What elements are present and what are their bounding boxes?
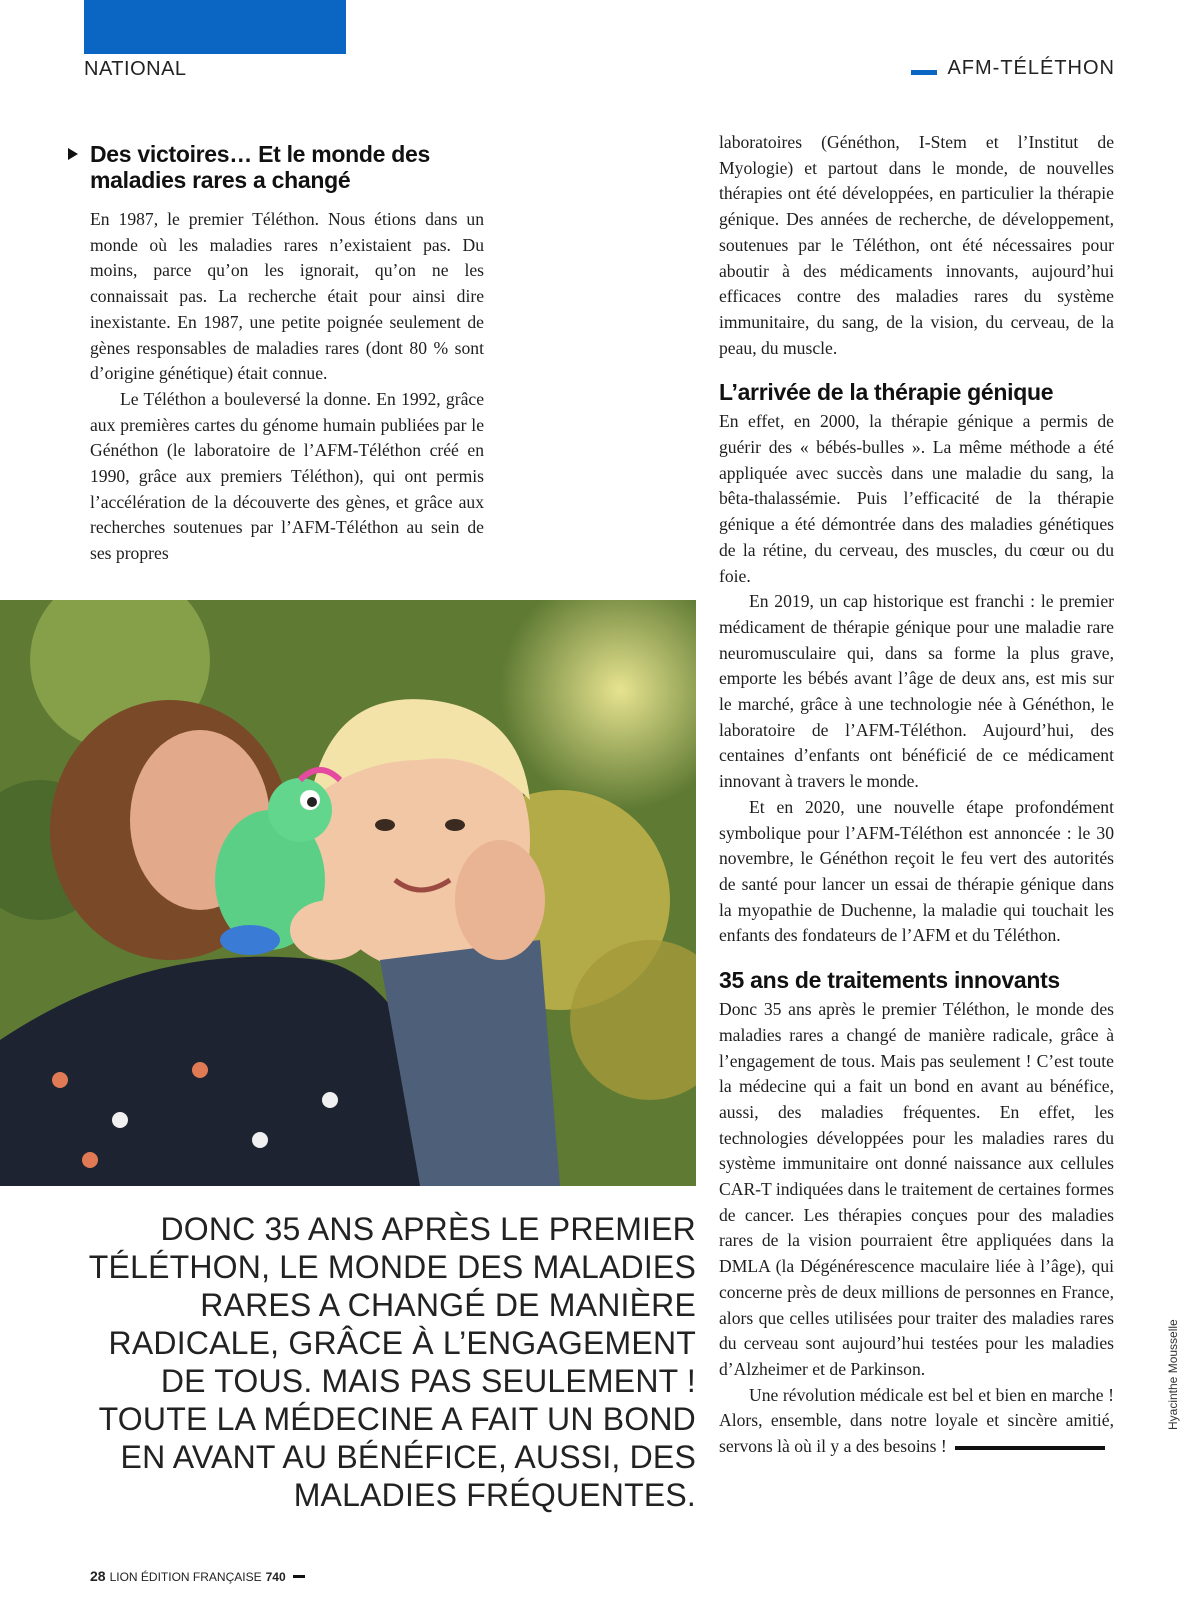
paragraph: Et en 2020, une nouvelle étape profondément symbolique pour l’AFM-Téléthon est annoncée : le 30 novembre, le Généthon reçoit le feu vert des autorités de santé pour lancer un essai de thérapie génique dans la myopathie de Duchenne, la maladie qui touchait les enfants des fondateurs de l’AFM et du Téléthon. xyxy=(719,796,1114,946)
top-color-bar xyxy=(84,0,346,54)
photo-illustration xyxy=(0,600,696,1186)
photo-mother-and-child xyxy=(0,600,696,1186)
article-column-right xyxy=(719,130,1114,1460)
pull-quote: DONC 35 ANS APRÈS LE PREMIER TÉLÉTHON, LE MONDE DES MALADIES RARES A CHANGÉ DE MANIÈRE RADICALE, GRÂCE À L’ENGAGEMENT DE TOUS. MAIS PAS SEULEMENT ! TOUTE LA MÉDECINE A FAIT UN BOND EN AVANT AU BÉNÉFICE, AUSSI, DES MALADIES FRÉQUENTES. xyxy=(88,1211,696,1513)
paragraph: En 1987, le premier Téléthon. Nous étions dans un monde où les maladies rares n’existaient pas. Du moins, parce qu’on les ignorait, qu’on ne les connaissait pas. La recherche était pour ainsi dire inexistante. En 1987, une petite poignée seulement de gènes responsables de maladies rares (dont 80 % sont d’origine génétique) était connue. xyxy=(90,209,484,384)
paragraph: laboratoires (Généthon, I-Stem et l’Institut de Myologie) et partout dans le monde, de nouvelles thérapies ont été développées, en particulier la thérapie génique. Des années de recherche, de développement, soutenues par le Téléthon, ont été nécessaires pour aboutir à des médicaments innovants, aujourd’hui efficaces contre des maladies rares du système immunitaire, du sang, de la vision, du cerveau, de la peau, du muscle. xyxy=(719,132,1114,358)
section-label: NATIONAL xyxy=(84,58,187,80)
triangle-arrow-icon xyxy=(68,148,78,160)
paragraph: Donc 35 ans après le premier Téléthon, le monde des maladies rares a changé de manière radicale, grâce à l’engagement de tous. Mais pas seulement ! C’est toute la médecine qui a fait un bond en avant au bénéfice, aussi, des maladies fréquentes. En effet, les technologies développées pour les maladies rares du système immunitaire ont donné naissance aux cellules CAR-T indiquées dans le traitement de certaines formes de cancer. Les thérapies conçues pour des maladies rares de la vision pourraient être appliquées dans la DMLA (la Dégénérescence maculaire liée à l’âge), qui concerne près de deux millions de personnes en France, alors que celles utilisées pour traiter des maladies rares du cerveau sont aujourd’hui testées pour les maladies d’Alzheimer et de Parkinson. xyxy=(719,999,1114,1379)
page-number: 28 xyxy=(90,1568,106,1584)
closing-text: Une révolution médicale est bel et bien en marche ! Alors, ensemble, dans notre loyale et sincère amitié, servons là où il y a des besoins ! xyxy=(719,1384,1114,1457)
publication-name: LION ÉDITION FRANÇAISE xyxy=(109,1570,262,1584)
photo-credit: Hyacinthe Mousselle xyxy=(1166,1319,1180,1430)
end-of-article-rule xyxy=(955,1446,1105,1450)
heading-victoires: Des victoires… Et le monde des maladies rares a changé xyxy=(90,141,430,193)
rubric-label: AFM-TÉLÉTHON xyxy=(947,57,1115,79)
heading-35-ans: 35 ans de traitements innovants xyxy=(719,967,1060,994)
paragraph: Le Téléthon a bouleversé la donne. En 1992, grâce aux premières cartes du génome humain publiées par le Généthon (le laboratoire de l’AFM-Téléthon créé en 1990, grâce aux premiers Téléthon), qui ont permis l’accélération de la découverte des gènes, et grâce aux recherches soutenues par l’AFM-Téléthon au sein de ses propres xyxy=(90,388,484,564)
rubric-dash xyxy=(911,70,937,75)
closing-paragraph xyxy=(719,1383,1114,1460)
paragraph: En effet, en 2000, la thérapie génique a permis de guérir des « bébés-bulles ». La même méthode a été appliquée avec succès dans une maladie du sang, la bêta-thalassémie. Puis l’efficacité de la thérapie génique a été démontrée dans des maladies génétiques de la rétine, du cerveau, des muscles, du cœur ou du foie. xyxy=(719,411,1114,586)
rubric xyxy=(911,57,1115,80)
article-column-left xyxy=(90,207,484,567)
paragraph: En 2019, un cap historique est franchi : le premier médicament de thérapie génique pour une maladie rare neuromusculaire qui, dans sa forme la plus grave, emporte les bébés avant l’âge de deux ans, est mis sur le marché, grâce à une technologie née à Généthon, le laboratoire de l’AFM-Téléthon. Aujourd’hui, des centaines d’enfants ont bénéficié de ce médicament innovant à travers le monde. xyxy=(719,591,1114,792)
footer-rule xyxy=(293,1575,305,1578)
issue-number: 740 xyxy=(265,1570,286,1584)
page-footer xyxy=(90,1568,305,1584)
heading-therapie-genique: L’arrivée de la thérapie génique xyxy=(719,379,1054,406)
